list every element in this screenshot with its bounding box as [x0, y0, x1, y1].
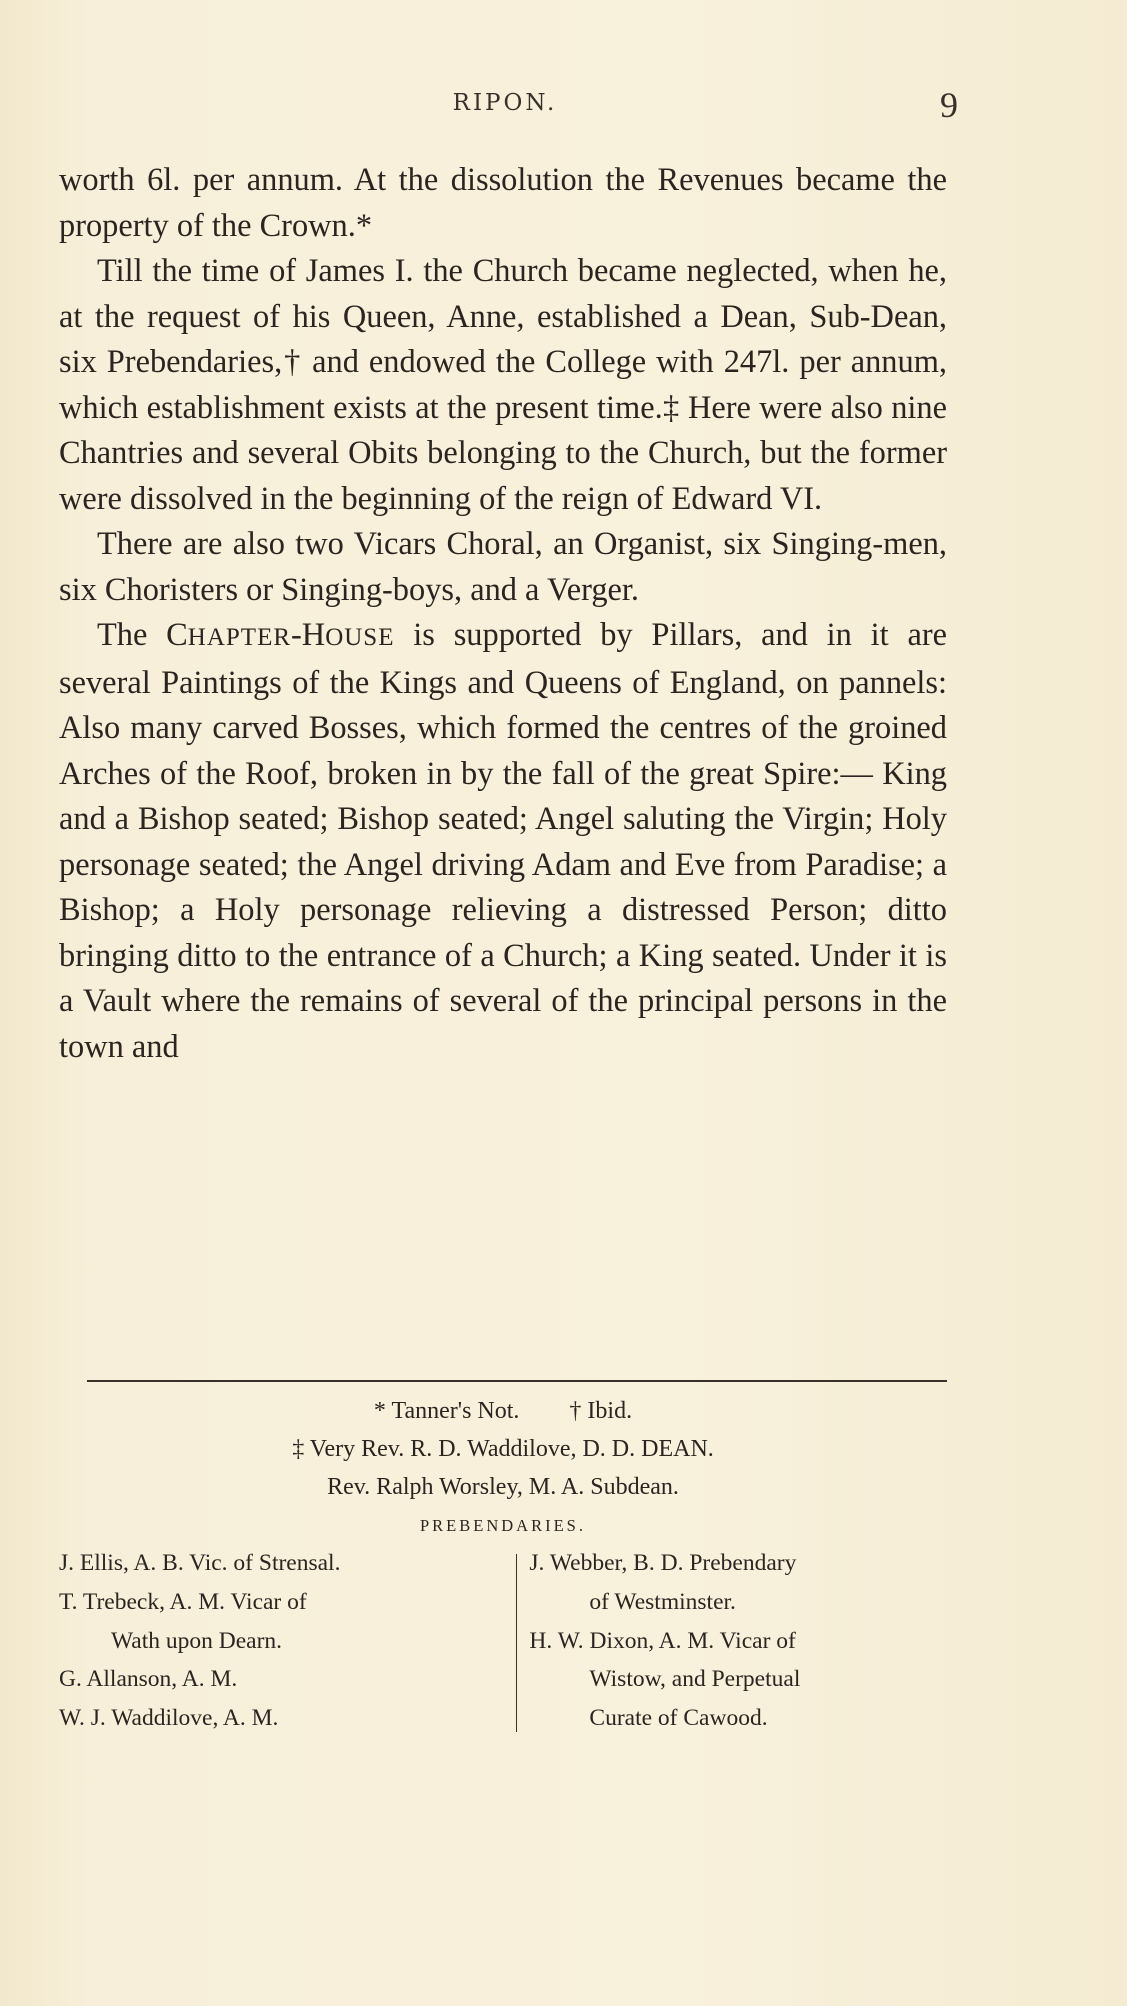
footnote-dean: ‡ Very Rev. R. D. Waddilove, D. D. DEAN. [292, 1436, 714, 1462]
prebendary-entry-line: of Westminster. [589, 1588, 736, 1615]
paragraph-1: worth 6l. per annum. At the dissolution the Revenues became the property of the Crown.* [59, 162, 947, 244]
paragraph-4 [59, 613, 947, 1070]
prebendaries-columns [59, 1544, 947, 1738]
prebendary-entry-line: Wistow, and Perpetual [589, 1666, 801, 1693]
prebendary-entry-line: G. Allanson, A. M. [59, 1666, 238, 1693]
paragraph-3: There are also two Vicars Choral, an Organist, six Singing-men, six Choristers or Singing-boys, and a Verger. [59, 526, 947, 608]
prebendaries-left-column [59, 1544, 516, 1738]
footnote-tanner: * Tanner's Not. [373, 1398, 520, 1424]
prebendary-entry-line: H. W. Dixon, A. M. Vicar of [529, 1627, 796, 1654]
footnote-ibid: † Ibid. [569, 1398, 633, 1424]
prebendary-entry-line: J. Webber, B. D. Prebendary [529, 1550, 797, 1576]
running-title: RIPON. [452, 90, 558, 116]
prebendaries-right-column [517, 1544, 947, 1738]
prebendary-entry-line: J. Ellis, A. B. Vic. of Strensal. [59, 1550, 341, 1576]
prebendary-entry-line: Wath upon Dearn. [111, 1627, 283, 1654]
prebendary-entry-line: T. Trebeck, A. M. Vicar of [59, 1588, 307, 1615]
prebendaries-heading: PREBENDARIES. [420, 1516, 586, 1535]
running-head [60, 84, 958, 128]
prebendary-entry-line: Curate of Cawood. [589, 1705, 768, 1732]
paragraph-4-text: is supported by Pillars, and in it are several Paintings of the Kings and Queens of England, on pannels: Also many carved Bosses, which formed the centres of the groined Arches of the Roof, broken in by the fall of the great Spire:— King and a Bishop seated; Bishop seated; Angel saluting the Virgin; Holy personage seated; the Angel driving Adam and Eve from Paradise; a Bishop; a Holy personage relieving a distressed Person; ditto bringing ditto to the entrance of a Church; a King seated. Under it is a Vault where the remains of several of the principal persons in the town and [59, 617, 947, 1065]
paragraph-2: Till the time of James I. the Church became neglected, when he, at the request of his Queen, Anne, established a Dean, Sub-Dean, six Prebendaries,† and endowed the College with 247l. per annum, which establishment exists at the present time.‡ Here were also nine Chantries and several Obits belonging to the Church, but the former were dissolved in the beginning of the reign of Edward VI. [59, 253, 947, 517]
prebendary-entry-line: W. J. Waddilove, A. M. [59, 1705, 279, 1732]
footnote-rule [87, 1380, 947, 1382]
body-text [59, 158, 947, 1070]
paragraph-4-intro: The [97, 617, 148, 653]
footnote-line-1 [59, 1392, 947, 1430]
page-number: 9 [940, 85, 958, 125]
chapter-house-small-caps: CHAPTER-HOUSE [166, 617, 395, 653]
footnotes [59, 1392, 947, 1738]
footnote-subdean: Rev. Ralph Worsley, M. A. Subdean. [327, 1474, 679, 1500]
